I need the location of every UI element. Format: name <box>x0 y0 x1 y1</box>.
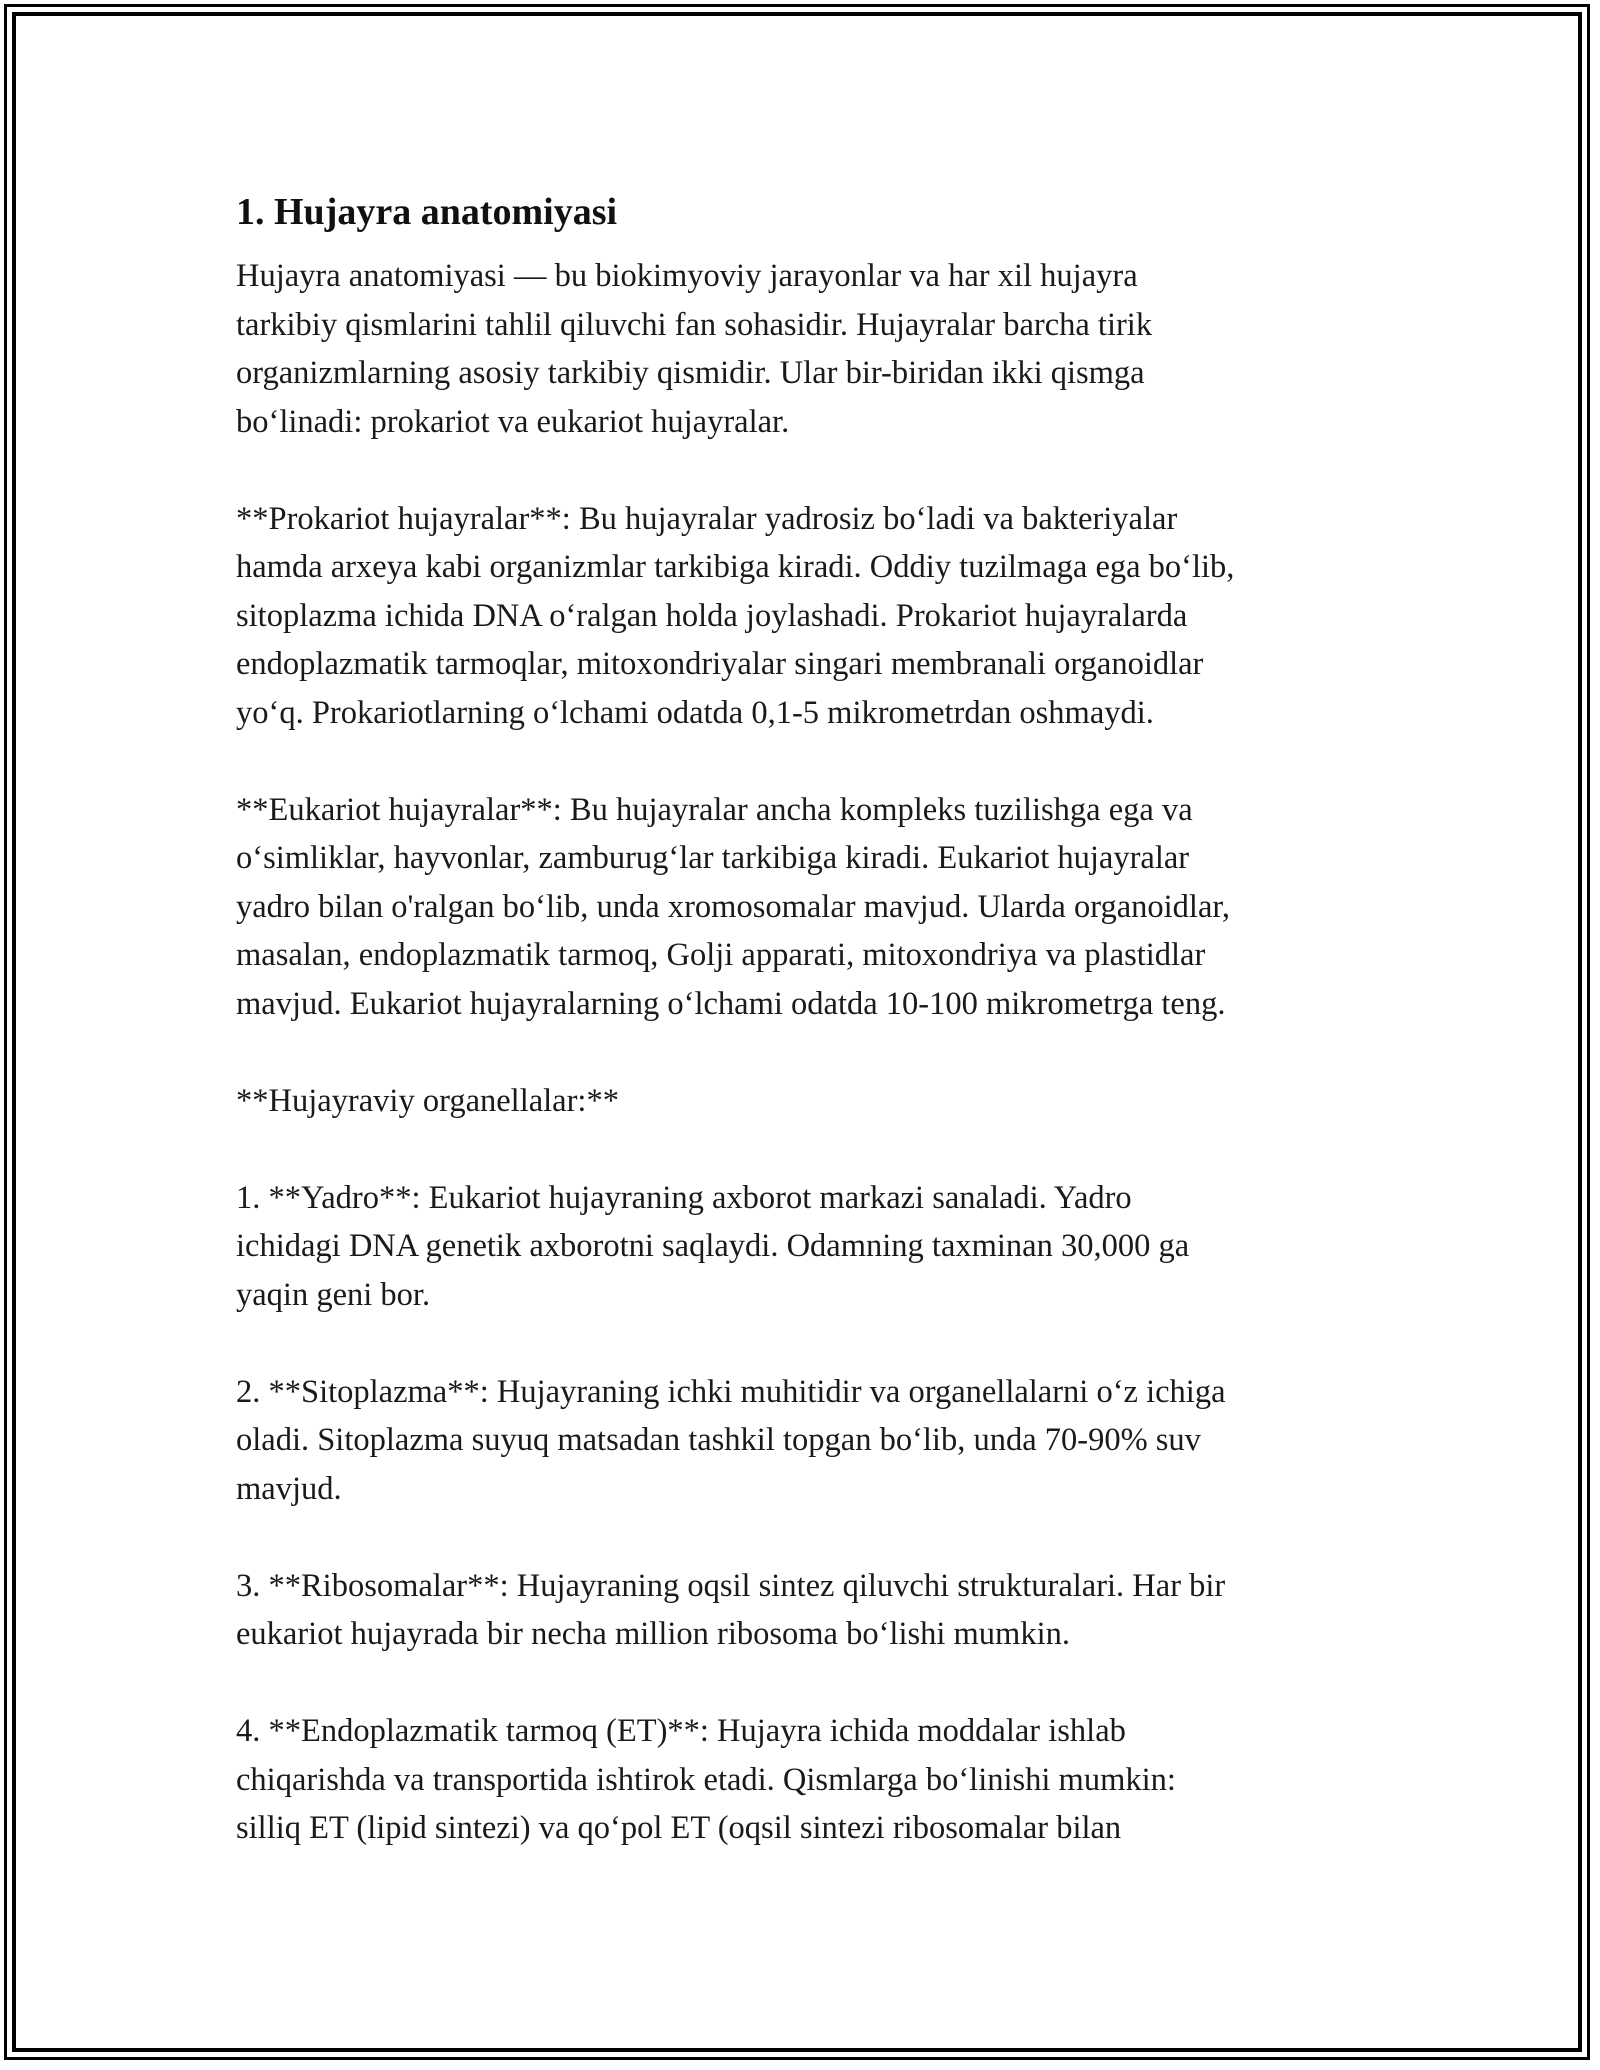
list-item-cytoplasm: 2. **Sitoplazma**: Hujayraning ichki muhitidir va organellalarni o‘z ichiga oladi. Sitoplazma suyuq matsadan tashkil topgan bo‘lib, unda 70-90% suv mavjud. <box>236 1373 1226 1507</box>
section-title: 1. Hujayra anatomiyasi <box>236 191 618 233</box>
paragraph-intro: Hujayra anatomiyasi — bu biokimyoviy jarayonlar va har xil hujayra tarkibiy qismlarini tahlil qiluvchi fan sohasidir. Hujayralar barcha tirik organizmlarning asosiy tarkibiy qismidir. Ular bir-biridan ikki qismga bo‘linadi: prokariot va eukariot hujayralar. <box>236 258 1153 440</box>
document-body <box>236 186 1416 1901</box>
list-item-endoplasmic-reticulum: 4. **Endoplazmatik tarmoq (ET)**: Hujayra ichida moddalar ishlab chiqarishda va transportida ishtirok etadi. Qismlarga bo‘linishi mumkin: silliq ET (lipid sintezi) va qo‘pol ET (oqsil sintezi ribosomalar bilan <box>236 1713 1176 1846</box>
paragraph-eukaryotes: **Eukariot hujayralar**: Bu hujayralar ancha kompleks tuzilishga ega va o‘simliklar, hayvonlar, zamburug‘lar tarkibiga kiradi. Eukariot hujayralar yadro bilan o'ralgan bo‘lib, unda xromosomalar mavjud. Ularda organoidlar, masalan, endoplazmatik tarmoq, Golji apparati, mitoxondriya va plastidlar mavjud. Eukariot hujayralarning o‘lchami odatda 10-100 mikrometrga teng. <box>236 791 1231 1022</box>
paragraph-prokaryotes: **Prokariot hujayralar**: Bu hujayralar yadrosiz bo‘ladi va bakteriyalar hamda arxeya kabi organizmlar tarkibiga kiradi. Oddiy tuzilmaga ega bo‘lib, sitoplazma ichida DNA o‘ralgan holda joylashadi. Prokariot hujayralarda endoplazmatik tarmoqlar, mitoxondriyalar singari membranali organoidlar yo‘q. Prokariotlarning o‘lchami odatda 0,1-5 mikrometrdan oshmaydi. <box>236 500 1235 731</box>
organelles-heading: **Hujayraviy organellalar:** <box>236 1082 619 1119</box>
list-item-ribosomes: 3. **Ribosomalar**: Hujayraning oqsil sintez qiluvchi strukturalari. Har bir eukariot hujayrada bir necha million ribosoma bo‘lishi mumkin. <box>236 1567 1226 1652</box>
list-item-nucleus: 1. **Yadro**: Eukariot hujayraning axborot markazi sanaladi. Yadro ichidagi DNA genetik axborotni saqlaydi. Odamning taxminan 30,000 ga yaqin geni bor. <box>236 1179 1190 1313</box>
